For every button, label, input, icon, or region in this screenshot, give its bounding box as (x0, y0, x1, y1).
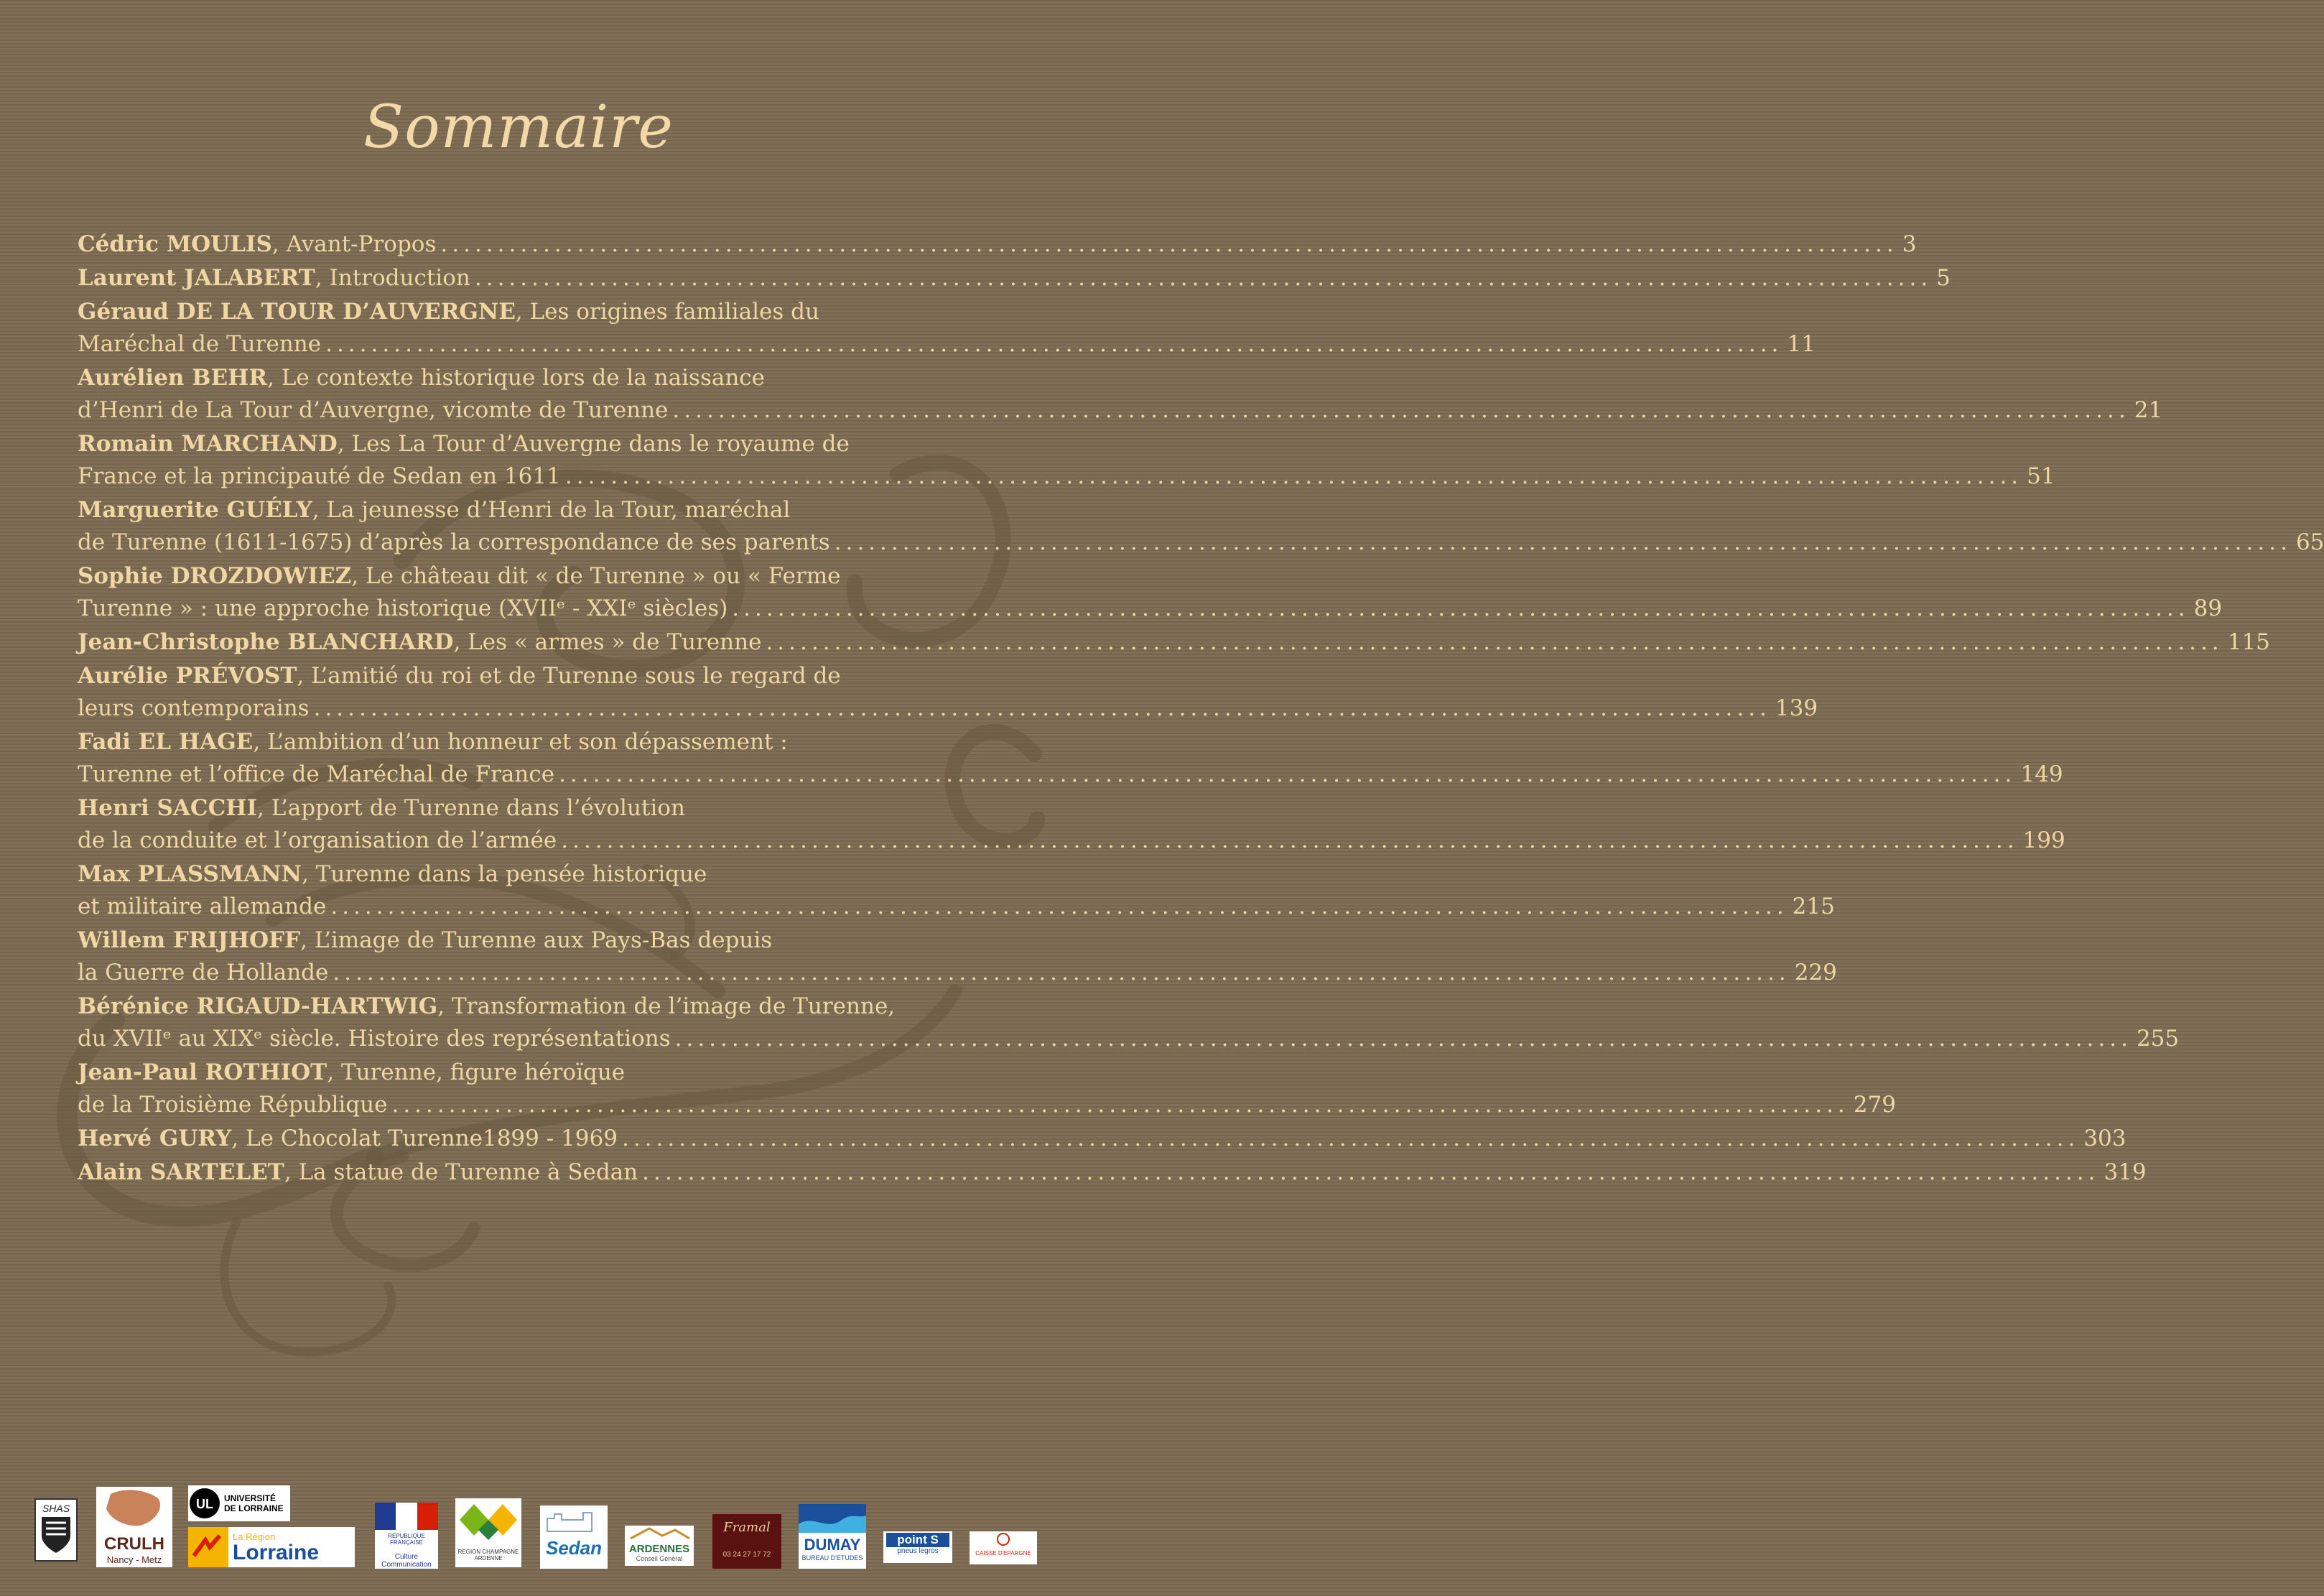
toc-author: Marguerite GUÉLY (78, 497, 312, 523)
toc-entry-line (78, 1057, 984, 1089)
svg-text:UL: UL (196, 1497, 213, 1511)
framal-logo (712, 1514, 781, 1569)
dumay-text: DUMAY (804, 1536, 861, 1554)
toc-entry (78, 1156, 2147, 1189)
caisse-epargne-logo (970, 1531, 1037, 1564)
toc-entry-line (78, 460, 2055, 493)
toc-page-number: 5 (1936, 265, 1951, 291)
toc-dot-leader: ................................................................................................................................ (834, 529, 2292, 555)
sponsor-logos (34, 1485, 1037, 1572)
map-icon (96, 1487, 172, 1531)
toc-entry-line (78, 560, 984, 593)
toc-entry (78, 626, 2270, 659)
page-title: Sommaire (363, 93, 674, 162)
toc-page-number: 115 (2227, 629, 2270, 655)
marianne-flag-icon (375, 1503, 438, 1530)
toc-title: , Les La Tour d’Auvergne dans le royaume de (337, 431, 850, 457)
toc-author: Géraud DE LA TOUR D’AUVERGNE (78, 299, 516, 325)
toc-entry (78, 726, 2063, 791)
toc-dot-leader: ................................................................................................................................ (766, 629, 2223, 655)
toc-entry-line (78, 692, 1818, 725)
toc-entry-line (78, 1023, 2180, 1055)
toc-page-number: 149 (2020, 761, 2063, 787)
region-ca-icon (455, 1498, 521, 1546)
toc-page-number: 279 (1853, 1092, 1896, 1118)
toc-entry (78, 792, 2065, 857)
toc-dot-leader: ................................................................................................................................ (564, 463, 2023, 489)
toc-entry (78, 858, 1835, 923)
toc-page-number: 21 (2134, 397, 2163, 423)
toc-entry-line (78, 792, 984, 825)
sedan-text: Sedan (545, 1537, 603, 1559)
toc-dot-leader: ................................................................................................................................ (330, 894, 1788, 919)
toc-entry-line (78, 660, 984, 692)
toc-entry-line (78, 593, 2223, 625)
toc-title: Turenne et l’office de Maréchal de France (78, 761, 555, 787)
framal-text: Framal (723, 1520, 771, 1535)
sedan-logo (540, 1505, 608, 1569)
toc-page-number: 255 (2136, 1026, 2180, 1052)
toc-title: , L’ambition d’un honneur et son dépassement : (253, 729, 788, 755)
toc-dot-leader: ................................................................................................................................ (732, 595, 2190, 621)
toc-page-number: 303 (2083, 1126, 2127, 1151)
wave-icon (799, 1504, 866, 1533)
toc-author: Willem FRIJHOFF (78, 927, 301, 953)
toc-entry-line (78, 428, 984, 460)
toc-title: , La jeunesse d’Henri de la Tour, maréchal (312, 497, 791, 523)
toc-page-number: 229 (1794, 960, 1837, 985)
toc-title: et militaire allemande (78, 894, 327, 919)
toc-title: , L’apport de Turenne dans l’évolution (257, 795, 685, 821)
toc-entry-line (78, 990, 984, 1023)
toc-page-number: 3 (1902, 231, 1917, 257)
toc-page-number: 51 (2027, 463, 2055, 489)
toc-title: , Introduction (315, 265, 470, 291)
toc-dot-leader: ................................................................................................................................ (642, 1159, 2100, 1185)
framal-phone: 03 24 27 17 72 (722, 1551, 771, 1559)
toc-entry-line (78, 957, 1837, 989)
toc-author: Aurélien BEHR (78, 365, 268, 391)
toc-author: Alain SARTELET (78, 1159, 284, 1185)
toc-author: Laurent JALABERT (78, 265, 315, 291)
shas-logo (34, 1498, 78, 1562)
toc-title: , L’image de Turenne aux Pays-Bas depuis (300, 927, 773, 953)
ardennes-subtitle: Conseil Général (636, 1555, 683, 1562)
point-s-logo (883, 1531, 952, 1563)
toc-dot-leader: ................................................................................................................................ (391, 1092, 1849, 1118)
toc-entry-line (78, 296, 984, 328)
toc-title: , La statue de Turenne à Sedan (284, 1159, 638, 1185)
crulh-logo-text: CRULH (104, 1534, 164, 1554)
toc-page-number: 319 (2104, 1159, 2147, 1185)
toc-entry (78, 560, 2223, 625)
toc-entry-line (78, 626, 2270, 659)
toc-dot-leader: ................................................................................................................................ (672, 397, 2130, 423)
toc-dot-leader: ................................................................................................................................ (674, 1026, 2132, 1052)
toc-entry-line (78, 262, 1951, 294)
toc-title: , Les « armes » de Turenne (453, 629, 762, 655)
caisse-text: CAISSE D'EPARGNE (975, 1550, 1031, 1556)
rf-text: RÉPUBLIQUE FRANÇAISE (388, 1533, 425, 1546)
dumay-logo (799, 1504, 866, 1569)
toc-title: de la conduite et l’organisation de l’armée (78, 827, 557, 853)
toc-page-number: 139 (1775, 695, 1818, 721)
toc-entry (78, 262, 1951, 294)
toc-title: de la Troisième République (78, 1092, 388, 1118)
ministere-culture-logo (375, 1503, 438, 1569)
toc-title: de Turenne (1611-1675) d’après la correspondance de ses parents (78, 529, 830, 555)
toc-entry-line (78, 228, 1917, 261)
ul-circle-icon (188, 1487, 221, 1520)
region-small-text: La Région (233, 1531, 276, 1542)
toc-page-number: 89 (2193, 595, 2223, 621)
champagne-text: RÉGION CHAMPAGNE ARDENNE (457, 1549, 519, 1562)
toc-author: Fadi EL HAGE (78, 729, 254, 755)
toc-title: la Guerre de Hollande (78, 960, 329, 985)
toc-page-number: 65 (2295, 529, 2324, 555)
toc-title: , Transformation de l’image de Turenne, (437, 993, 896, 1019)
toc-entry-line (78, 526, 2324, 559)
point-s-subtitle: pneus legros (897, 1547, 939, 1555)
toc-entry-line (78, 1123, 2127, 1155)
champagne-ardenne-logo (455, 1498, 521, 1567)
toc-author: Romain MARCHAND (78, 431, 338, 457)
toc-author: Jean-Christophe BLANCHARD (78, 629, 454, 655)
universite-lorraine-logo (188, 1485, 290, 1521)
toc-title: , L’amitié du roi et de Turenne sous le regard de (297, 663, 841, 689)
univ-line1: UNIVERSITÉ (224, 1493, 276, 1503)
toc-dot-leader: ................................................................................................................................ (559, 761, 2017, 787)
toc-dot-leader: ................................................................................................................................ (333, 960, 1790, 985)
lorraine-flag-icon (188, 1527, 228, 1567)
toc-page-number: 11 (1787, 331, 1816, 357)
toc-entry (78, 660, 1818, 725)
toc-title: , Avant-Propos (271, 231, 437, 257)
toc-entry (78, 924, 1837, 989)
ardennes-logo (625, 1526, 694, 1566)
toc-title: , Le Chocolat Turenne1899 - 1969 (231, 1126, 618, 1151)
toc-title: d’Henri de La Tour d’Auvergne, vicomte de Turenne (78, 397, 669, 423)
toc-entry (78, 494, 2324, 559)
toc-title: , Les origines familiales du (515, 299, 819, 325)
squirrel-icon (970, 1531, 1037, 1547)
toc-entry-line (78, 1089, 1896, 1121)
toc-page-number: 199 (2022, 827, 2065, 853)
dumay-subtitle: BUREAU D'ETUDES (801, 1554, 863, 1562)
toc-entry-line (78, 494, 984, 526)
toc-author: Sophie DROZDOWIEZ (78, 563, 352, 589)
toc-dot-leader: ................................................................................................................................ (313, 695, 1771, 721)
toc-author: Bérénice RIGAUD-HARTWIG (78, 993, 438, 1019)
toc-entry-line (78, 825, 2065, 857)
crulh-logo-subtitle: Nancy - Metz (106, 1554, 162, 1565)
table-of-contents (78, 228, 2324, 1190)
toc-entry (78, 362, 2163, 427)
toc-title: , Turenne dans la pensée historique (301, 861, 707, 887)
toc-entry-line (78, 758, 2063, 791)
toc-entry (78, 428, 2055, 493)
toc-entry (78, 296, 1816, 361)
toc-author: Jean-Paul ROTHIOT (78, 1059, 327, 1085)
toc-dot-leader: ................................................................................................................................ (561, 827, 2019, 853)
toc-author: Aurélie PRÉVOST (78, 663, 297, 689)
shas-logo-text: SHAS (42, 1503, 70, 1514)
toc-dot-leader: ................................................................................................................................ (325, 331, 1783, 357)
toc-entry-line (78, 924, 984, 957)
toc-author: Cédric MOULIS (78, 231, 272, 257)
castle-icon (540, 1505, 608, 1534)
point-s-text: point S (886, 1533, 949, 1547)
toc-page-number: 215 (1792, 894, 1835, 919)
region-big-text: Lorraine (233, 1540, 320, 1564)
toc-title: , Le contexte historique lors de la naissance (267, 365, 766, 391)
region-lorraine-logo (188, 1527, 355, 1567)
toc-dot-leader: ................................................................................................................................ (440, 231, 1898, 257)
toc-author: Max PLASSMANN (78, 861, 302, 887)
crulh-logo (96, 1487, 172, 1567)
toc-title: Turenne » : une approche historique (XVIIᵉ - XXIᵉ siècles) (78, 595, 728, 621)
toc-entry-line (78, 394, 2163, 427)
toc-entry-line (78, 1156, 2147, 1189)
toc-title: , Le château dit « de Turenne » ou « Ferme (351, 563, 841, 589)
toc-entry-line (78, 328, 1816, 361)
toc-title: leurs contemporains (78, 695, 310, 721)
toc-author: Henri SACCHI (78, 795, 258, 821)
toc-entry (78, 990, 2180, 1055)
toc-title: France et la principauté de Sedan en 1611 (78, 463, 561, 489)
ardennes-text: ARDENNES (628, 1543, 690, 1555)
toc-entry (78, 1057, 1896, 1121)
toc-dot-leader: ................................................................................................................................ (474, 265, 1933, 291)
toc-entry-line (78, 726, 984, 758)
toc-author: Hervé GURY (78, 1126, 232, 1151)
toc-title: Maréchal de Turenne (78, 331, 322, 357)
shield-icon (36, 1514, 76, 1556)
culture-text: Culture Communication (381, 1553, 432, 1569)
toc-entry-line (78, 891, 1835, 923)
toc-title: du XVIIᵉ au XIXᵉ siècle. Histoire des représentations (78, 1026, 671, 1052)
toc-dot-leader: ................................................................................................................................ (621, 1126, 2080, 1151)
univ-line2: DE LORRAINE (224, 1503, 284, 1513)
toc-entry-line (78, 362, 984, 394)
toc-entry (78, 1123, 2127, 1155)
mountain-icon (625, 1526, 694, 1540)
toc-entry-line (78, 858, 984, 891)
toc-entry (78, 228, 1917, 261)
toc-title: , Turenne, figure héroïque (327, 1059, 626, 1085)
